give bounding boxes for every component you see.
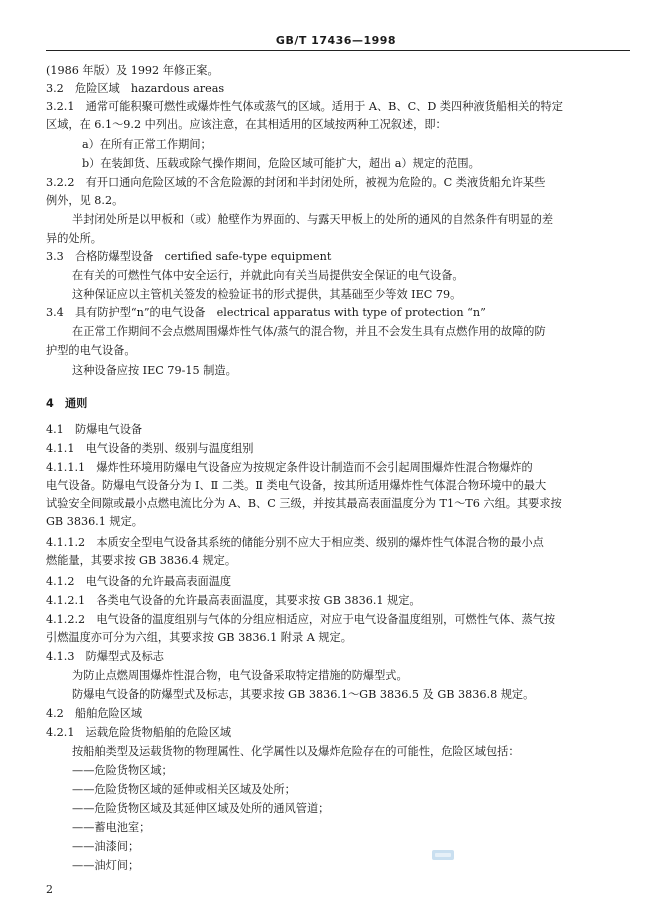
text-line: 半封闭处所是以甲板和（或）舱壁作为界面的、与露天甲板上的处所的通风的自然条件有明显的差 [72, 213, 554, 226]
text-line: 在有关的可燃性气体中安全运行，并就此向有关当局提供安全保证的电气设备。 [72, 269, 464, 282]
section-heading: 3.2 危险区域 hazardous areas [46, 82, 225, 95]
text-line: 3.2.2 有开口通向危险区域的不含危险源的封闭和半封闭处所，被视为危险的。C 类液货船允许某些 [46, 176, 546, 189]
list-item: b）在装卸货、压载或除气操作期间，危险区域可能扩大，超出 a）规定的范围。 [82, 157, 480, 170]
section-heading: 4.1.1 电气设备的类别、级别与温度组别 [46, 442, 254, 455]
text-line: 4.1.1.2 本质安全型电气设备其系统的储能分别不应大于相应类、级别的爆炸性气体混合物的最小点 [46, 536, 544, 549]
text-line: (1986 年版）及 1992 年修正案。 [46, 64, 219, 77]
chapter-heading: 4 通则 [46, 397, 88, 410]
text-line: 异的处所。 [46, 232, 102, 245]
list-item: ——蓄电池室； [72, 821, 151, 834]
text-line: 防爆电气设备的防爆型式及标志，其要求按 GB 3836.1～GB 3836.5 及 GB 3836.8 规定。 [72, 688, 535, 701]
text-line: 按船舶类型及运载货物的物理属性、化学属性以及爆炸危险存在的可能性，危险区域包括： [72, 745, 520, 758]
list-item: a）在所有正常工作期间； [82, 138, 212, 151]
section-heading: 3.3 合格防爆型设备 certified safe-type equipment [46, 250, 332, 263]
text-line: 护型的电气设备。 [46, 344, 136, 357]
text-line: 3.2.1 通常可能积聚可燃性或爆炸性气体或蒸气的区域。适用于 A、B、C、D 类四种液货船相关的特定 [46, 100, 563, 113]
text-line: 4.1.2.2 电气设备的温度组别与气体的分组应相适应，对应于电气设备温度组别，可燃性气体、蒸气按 [46, 613, 556, 626]
document-header: GB/T 17436—1998 [275, 34, 397, 47]
watermark-logo-icon [432, 850, 454, 860]
section-heading: 4.2.1 运载危险货物船舶的危险区域 [46, 726, 232, 739]
list-item: ——危险货物区域及其延伸区域及处所的通风管道； [72, 802, 330, 815]
list-item: ——危险货物区域的延伸或相关区域及处所； [72, 783, 296, 796]
text-line: 在正常工作期间不会点燃周围爆炸性气体/蒸气的混合物，并且不会发生具有点燃作用的故障的防 [72, 325, 546, 338]
text-line: 例外，见 8.2。 [46, 194, 124, 207]
list-item: ——危险货物区域； [72, 764, 173, 777]
header-rule [46, 50, 630, 51]
text-line: 引燃温度亦可分为六组，其要求按 GB 3836.1 附录 A 规定。 [46, 631, 352, 644]
text-line: 这种设备应按 IEC 79-15 制造。 [72, 364, 237, 377]
section-heading: 4.2 船舶危险区域 [46, 707, 143, 720]
text-line: 电气设备。防爆电气设备分为 Ⅰ、Ⅱ 二类。Ⅱ 类电气设备，按其所适用爆炸性气体混合物环境中的最大 [46, 479, 547, 492]
list-item: ——油灯间； [72, 859, 140, 872]
text-line: 4.1.2.1 各类电气设备的允许最高表面温度，其要求按 GB 3836.1 规定。 [46, 594, 421, 607]
page-number: 2 [46, 883, 53, 896]
text-line: 区域，在 6.1～9.2 中列出。应该注意，在其相适用的区域按两种工况叙述，即： [46, 118, 447, 131]
section-heading: 4.1.3 防爆型式及标志 [46, 650, 164, 663]
section-heading: 4.1.2 电气设备的允许最高表面温度 [46, 575, 232, 588]
section-heading: 3.4 具有防护型“n”的电气设备 electrical apparatus with type of protection “n” [46, 306, 486, 319]
text-line: 试验安全间隙或最小点燃电流比分为 A、B、C 三级，并按其最高表面温度分为 T1～T6 六组。其要求按 [46, 497, 562, 510]
list-item: ——油漆间； [72, 840, 140, 853]
text-line: 为防止点燃周围爆炸性混合物，电气设备采取特定措施的防爆型式。 [72, 669, 408, 682]
text-line: GB 3836.1 规定。 [46, 515, 143, 528]
text-line: 4.1.1.1 爆炸性环境用防爆电气设备应为按规定条件设计制造而不会引起周围爆炸性混合物爆炸的 [46, 461, 533, 474]
section-heading: 4.1 防爆电气设备 [46, 423, 143, 436]
text-line: 这种保证应以主管机关签发的检验证书的形式提供，其基础至少等效 IEC 79。 [72, 288, 462, 301]
text-line: 燃能量，其要求按 GB 3836.4 规定。 [46, 554, 237, 567]
